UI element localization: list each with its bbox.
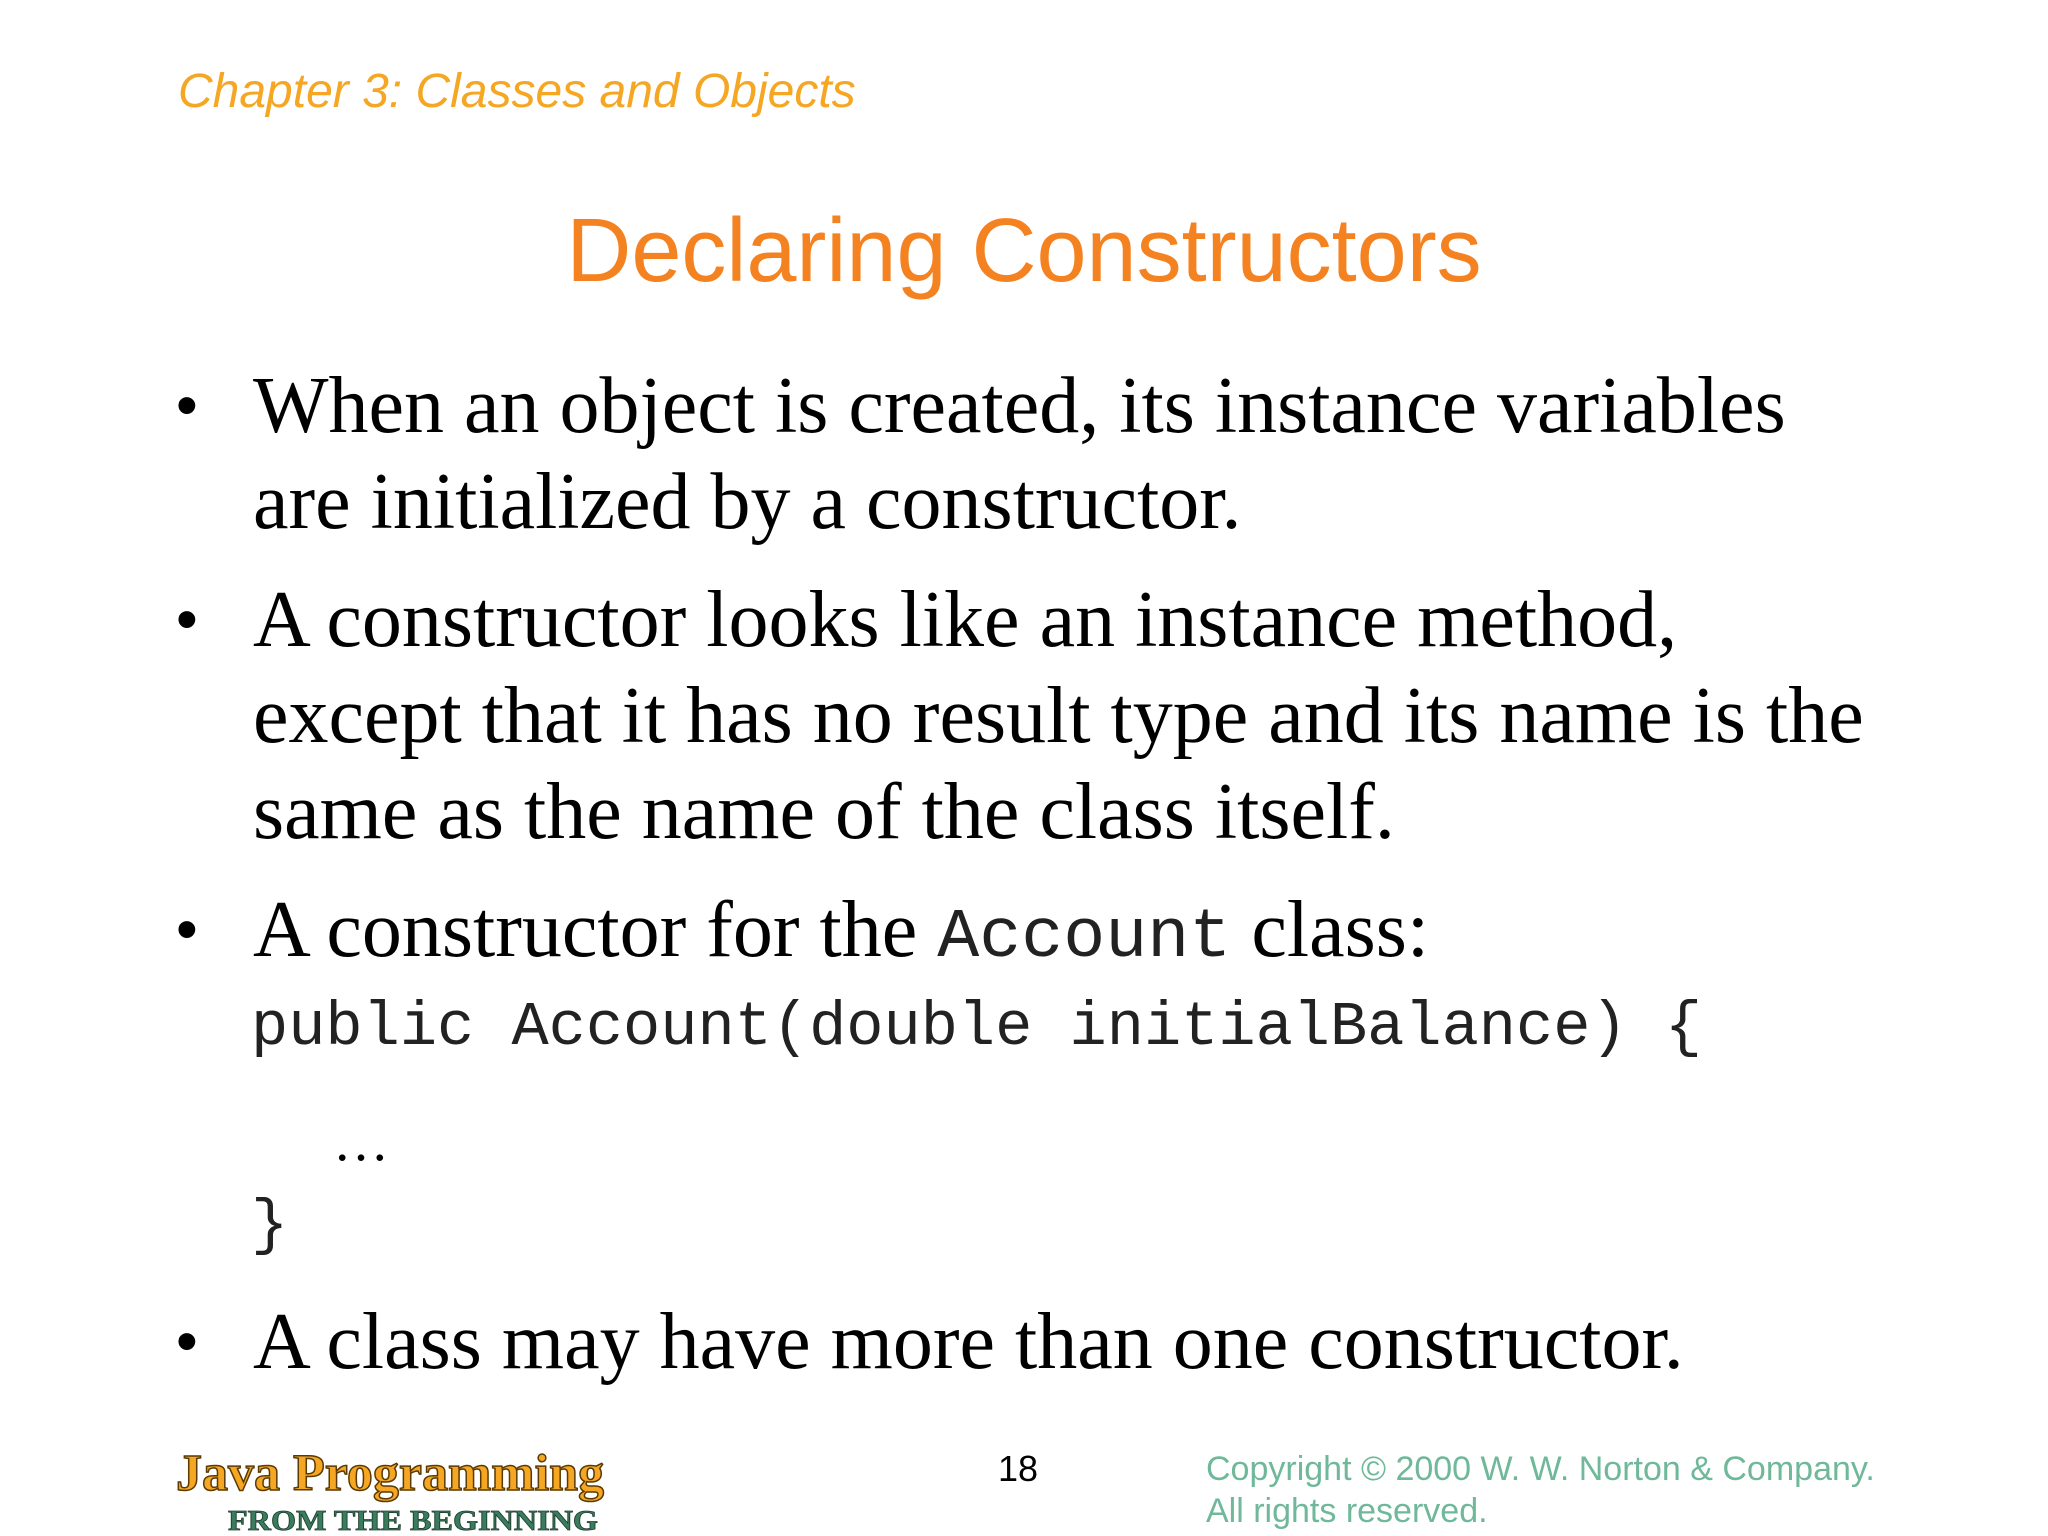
bullet-icon: •	[176, 585, 198, 654]
bullet-2-line-2: except that it has no result type and its name is the	[253, 672, 1864, 760]
chapter-heading: Chapter 3: Classes and Objects	[178, 65, 856, 118]
java-programming-logo	[176, 1440, 656, 1536]
bullet-1-line-2: are initialized by a constructor.	[253, 458, 1242, 546]
bullet-1	[253, 358, 1893, 550]
bullet-icon: •	[176, 895, 198, 964]
bullet-2	[253, 572, 1893, 860]
bullet-3-prefix: A constructor for the	[253, 886, 938, 974]
copyright-line-2: All rights reserved.	[1206, 1492, 1488, 1530]
copyright-line-1: Copyright © 2000 W. W. Norton & Company.	[1206, 1450, 1875, 1488]
bullet-1-line-1: When an object is created, its instance variables	[253, 362, 1786, 450]
logo-subtitle: FROM THE BEGINNING	[228, 1506, 599, 1536]
slide-title: Declaring Constructors	[566, 201, 1482, 301]
code-closing-brace: }	[251, 1190, 289, 1261]
copyright-notice	[1206, 1448, 1875, 1532]
logo-title: Java Programming	[176, 1445, 604, 1502]
code-line-signature: public Account(double initialBalance) {	[251, 992, 1703, 1063]
bullet-3-suffix: class:	[1231, 886, 1430, 974]
bullet-3-code-word: Account	[937, 899, 1232, 978]
code-ellipsis: …	[333, 1111, 389, 1173]
page-number: 18	[998, 1448, 1039, 1489]
bullet-2-line-1: A constructor looks like an instance method,	[253, 576, 1678, 664]
bullet-4: A class may have more than one constructor.	[253, 1298, 1684, 1386]
bullet-3	[253, 882, 1893, 987]
bullet-icon: •	[176, 371, 198, 440]
bullet-2-line-3: same as the name of the class itself.	[253, 768, 1395, 856]
bullet-icon: •	[176, 1307, 198, 1376]
